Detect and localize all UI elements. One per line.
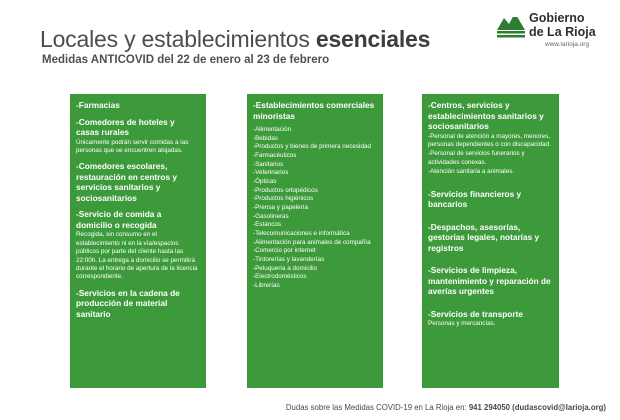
list-item: -Peluquería a domicilio: [253, 264, 318, 272]
list-item: -Productos higiénicos: [253, 195, 314, 203]
list-item: -Alimentación: [253, 126, 292, 133]
item-description: Recogida, sin consumo en el establecimiento ni en la vía/espacios públicos por parte del cliente hasta las 22:00h. La entrega a domicilio se permitirá durante el horario de apertura de la licencia correspondiente.: [76, 231, 198, 281]
retail-list: [253, 126, 377, 290]
list-item: -Ópticas: [253, 177, 277, 185]
item-title: -Servicios de transporte: [428, 308, 523, 319]
list-item: [428, 100, 553, 177]
list-item: -Productos ortopédicos: [253, 186, 318, 194]
item-title: -Servicio de comida a domicilio o recogida: [76, 209, 162, 230]
list-item: -Bebidas: [253, 134, 278, 142]
page-title: Locales y establecimientos esenciales: [40, 26, 431, 52]
list-item: [76, 100, 200, 111]
column-hospitality: [70, 94, 206, 388]
list-item: -Tintorerías y lavanderías: [253, 255, 325, 263]
contact-footer: Dudas sobre las Medidas COVID-19 en La Rioja en: 941 294050 (dudascovid@larioja.org): [285, 403, 606, 412]
list-item: -Telecomunicaciones e informática: [253, 229, 350, 237]
logo-line-1: Gobierno: [529, 11, 585, 25]
list-item: -Productos y bienes de primera necesidad: [253, 143, 371, 151]
list-item: [76, 117, 200, 156]
list-item: [76, 209, 200, 281]
list-item: [76, 288, 200, 320]
list-item: [428, 222, 553, 254]
item-description: -Personal de servicios funerarios y actividades conexas.: [428, 150, 525, 166]
list-item: -Gasolineras: [253, 212, 289, 220]
list-item: [76, 161, 200, 203]
item-title: -Centros, servicios y establecimientos sanitarios y sociosanitarios: [428, 100, 544, 131]
item-description: -Atención sanitaria a animales.: [428, 168, 515, 176]
government-logo: [497, 10, 609, 60]
list-item: -Farmacéuticos: [253, 151, 297, 159]
list-item: [428, 309, 553, 329]
item-title: -Comedores de hoteles y casas rurales: [76, 116, 175, 137]
item-title: -Despachos, asesorías, gestorías legales, notarías y registros: [428, 221, 540, 253]
logo-line-2: de La Rioja: [529, 25, 596, 39]
retail-heading: -Establecimientos comerciales minoristas: [253, 100, 375, 121]
list-item: -Estancos: [253, 221, 281, 229]
list-item: [428, 189, 553, 210]
list-item: -Alimentación para animales de compañía: [253, 238, 371, 246]
list-item: -Electrodomésticos: [253, 273, 307, 281]
list-item: [428, 265, 553, 297]
item-description: Personas y mercancías.: [428, 320, 496, 328]
item-description: -Personal de atención a mayores, menores, personas dependientes o con discapacidad.: [428, 132, 551, 148]
column-3-list: [428, 100, 553, 328]
item-title: -Servicios de limpieza, mantenimiento y reparación de averías urgentes: [428, 265, 551, 297]
item-title: -Servicios financieros y bancarios: [428, 188, 522, 210]
list-item: -Comercio por internet: [253, 247, 316, 255]
column-retail: [247, 94, 383, 388]
column-services: [422, 94, 559, 388]
item-title: -Servicios en la cadena de producción de material sanitario: [76, 287, 180, 319]
list-item: -Veterinarios: [253, 169, 289, 177]
list-item: -Prensa y papelería: [253, 203, 308, 211]
item-description: Únicamente podrán servir comidas a las personas que se encuentren alojadas.: [76, 138, 189, 154]
logo-url: www.larioja.org: [545, 41, 590, 48]
list-item: -Librerías: [253, 281, 280, 289]
item-title: -Farmacias: [76, 100, 120, 110]
mountain-logo-icon: [497, 10, 525, 40]
page-subtitle: Medidas ANTICOVID del 22 de enero al 23 de febrero: [42, 54, 330, 66]
column-1-list: [76, 100, 200, 319]
item-title: -Comedores escolares, restauración en centros y servicios sanitarios y sociosanitarios: [76, 161, 177, 203]
list-item: -Sanitarios: [253, 160, 284, 168]
